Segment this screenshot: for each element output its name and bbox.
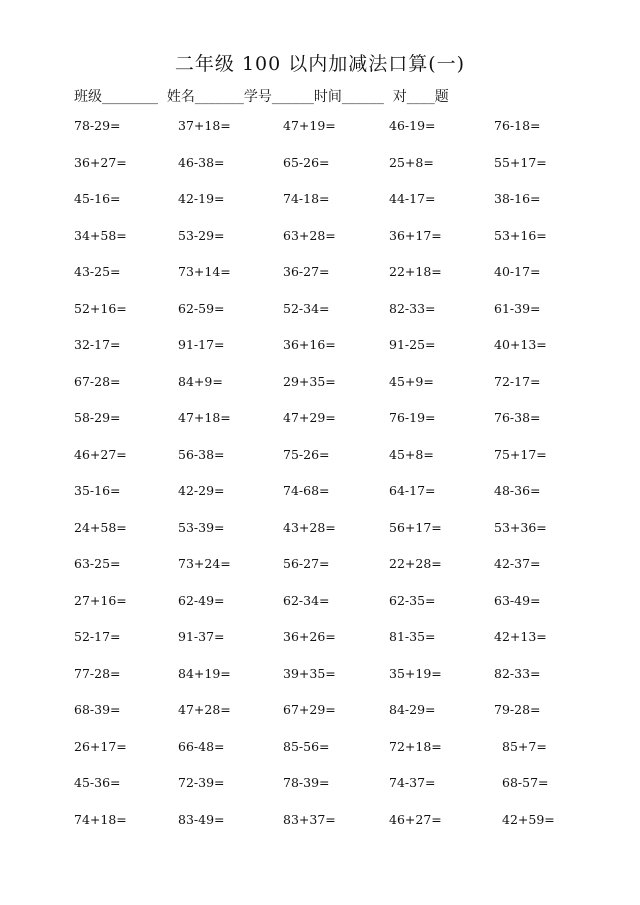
problem-item: 52+16= bbox=[74, 300, 127, 316]
problem-item: 36+27= bbox=[74, 154, 127, 170]
problem-item: 73+14= bbox=[178, 264, 231, 279]
problem-item: 36-27= bbox=[283, 264, 330, 279]
problem-item: 52-17= bbox=[74, 629, 121, 644]
problem-item: 26+17= bbox=[74, 738, 127, 754]
problem-item: 47+29= bbox=[283, 410, 336, 425]
problem-item: 53+36= bbox=[494, 519, 547, 535]
problem-item: 78-29= bbox=[74, 118, 121, 133]
problem-item: 47+28= bbox=[178, 702, 231, 717]
problem-item: 48-36= bbox=[494, 483, 541, 498]
problem-item: 22+28= bbox=[389, 556, 442, 571]
problem-item: 73+24= bbox=[178, 556, 231, 571]
problem-item: 83+37= bbox=[283, 811, 336, 827]
problem-item: 55+17= bbox=[494, 154, 547, 170]
problem-item: 61-39= bbox=[494, 300, 541, 316]
problem-item: 76-38= bbox=[494, 410, 541, 425]
problem-item: 47+19= bbox=[283, 118, 336, 133]
problem-item: 65-26= bbox=[283, 154, 330, 170]
problem-item: 46+27= bbox=[74, 446, 127, 462]
problem-item: 42+13= bbox=[494, 629, 547, 644]
problem-item: 82-33= bbox=[389, 300, 436, 316]
problem-item: 83-49= bbox=[178, 811, 225, 827]
problem-item: 75-26= bbox=[283, 446, 330, 462]
problem-item: 45-16= bbox=[74, 191, 121, 206]
problem-item: 45+8= bbox=[389, 446, 434, 462]
problem-item: 62-49= bbox=[178, 592, 225, 608]
problem-item: 58-29= bbox=[74, 410, 121, 425]
problem-item: 82-33= bbox=[494, 665, 541, 681]
problem-item: 75+17= bbox=[494, 446, 547, 462]
problem-item: 53+16= bbox=[494, 227, 547, 243]
problem-item: 56-38= bbox=[178, 446, 225, 462]
problem-item: 40+13= bbox=[494, 337, 547, 352]
problem-item: 76-19= bbox=[389, 410, 436, 425]
problem-item: 91-25= bbox=[389, 337, 436, 352]
problem-item: 38-16= bbox=[494, 191, 541, 206]
problem-item: 77-28= bbox=[74, 665, 121, 681]
problem-item: 91-37= bbox=[178, 629, 225, 644]
problem-item: 56-27= bbox=[283, 556, 330, 571]
problem-item: 79-28= bbox=[494, 702, 541, 717]
problem-item: 42-19= bbox=[178, 191, 225, 206]
problem-item: 62-59= bbox=[178, 300, 225, 316]
problem-item: 67+29= bbox=[283, 702, 336, 717]
problem-item: 27+16= bbox=[74, 592, 127, 608]
info-fields: 班级________ 姓名_______学号______时间______ 对____题 bbox=[74, 89, 449, 105]
problem-item: 53-29= bbox=[178, 227, 225, 243]
problem-item: 53-39= bbox=[178, 519, 225, 535]
problem-item: 72-39= bbox=[178, 775, 225, 790]
problem-item: 35-16= bbox=[74, 483, 121, 498]
worksheet-title: 二年级 100 以内加减法口算(一) bbox=[174, 53, 466, 75]
problem-item: 56+17= bbox=[389, 519, 442, 535]
problem-item: 91-17= bbox=[178, 337, 225, 352]
problem-item: 78-39= bbox=[283, 775, 330, 790]
problem-item: 72+18= bbox=[389, 738, 442, 754]
problem-item: 81-35= bbox=[389, 629, 436, 644]
problem-item: 62-35= bbox=[389, 592, 436, 608]
problem-item: 84+19= bbox=[178, 665, 231, 681]
problem-item: 29+35= bbox=[283, 373, 336, 389]
problem-item: 45-36= bbox=[74, 775, 121, 790]
problem-item: 37+18= bbox=[178, 118, 231, 133]
problem-item: 84+9= bbox=[178, 373, 223, 389]
problem-item: 45+9= bbox=[389, 373, 434, 389]
problem-item: 36+26= bbox=[283, 629, 336, 644]
problem-item: 42-29= bbox=[178, 483, 225, 498]
problem-item: 74-18= bbox=[283, 191, 330, 206]
problem-item: 76-18= bbox=[494, 118, 541, 133]
problem-item: 36+16= bbox=[283, 337, 336, 352]
problem-item: 42-37= bbox=[494, 556, 541, 571]
problem-item: 42+59= bbox=[502, 811, 555, 827]
problem-item: 46-19= bbox=[389, 118, 436, 133]
problem-item: 24+58= bbox=[74, 519, 127, 535]
problem-item: 62-34= bbox=[283, 592, 330, 608]
problem-item: 22+18= bbox=[389, 264, 442, 279]
problem-item: 72-17= bbox=[494, 373, 541, 389]
problem-item: 39+35= bbox=[283, 665, 336, 681]
problem-item: 63-25= bbox=[74, 556, 121, 571]
problem-item: 68-39= bbox=[74, 702, 121, 717]
problem-item: 64-17= bbox=[389, 483, 436, 498]
problem-item: 63-49= bbox=[494, 592, 541, 608]
problem-item: 35+19= bbox=[389, 665, 442, 681]
problem-item: 74+18= bbox=[74, 811, 127, 827]
problem-item: 68-57= bbox=[502, 775, 549, 790]
problem-item: 63+28= bbox=[283, 227, 336, 243]
problem-item: 43+28= bbox=[283, 519, 336, 535]
problem-item: 43-25= bbox=[74, 264, 121, 279]
problem-item: 25+8= bbox=[389, 154, 434, 170]
problem-item: 74-68= bbox=[283, 483, 330, 498]
problem-item: 85+7= bbox=[502, 738, 547, 754]
problem-item: 40-17= bbox=[494, 264, 541, 279]
problem-item: 32-17= bbox=[74, 337, 121, 352]
problem-item: 36+17= bbox=[389, 227, 442, 243]
problem-item: 46+27= bbox=[389, 811, 442, 827]
problem-item: 34+58= bbox=[74, 227, 127, 243]
problem-item: 44-17= bbox=[389, 191, 436, 206]
problem-item: 67-28= bbox=[74, 373, 121, 389]
problem-item: 85-56= bbox=[283, 738, 330, 754]
problem-item: 84-29= bbox=[389, 702, 436, 717]
problem-item: 47+18= bbox=[178, 410, 231, 425]
problem-item: 66-48= bbox=[178, 738, 225, 754]
problem-item: 46-38= bbox=[178, 154, 225, 170]
problem-item: 74-37= bbox=[389, 775, 436, 790]
problem-item: 52-34= bbox=[283, 300, 330, 316]
